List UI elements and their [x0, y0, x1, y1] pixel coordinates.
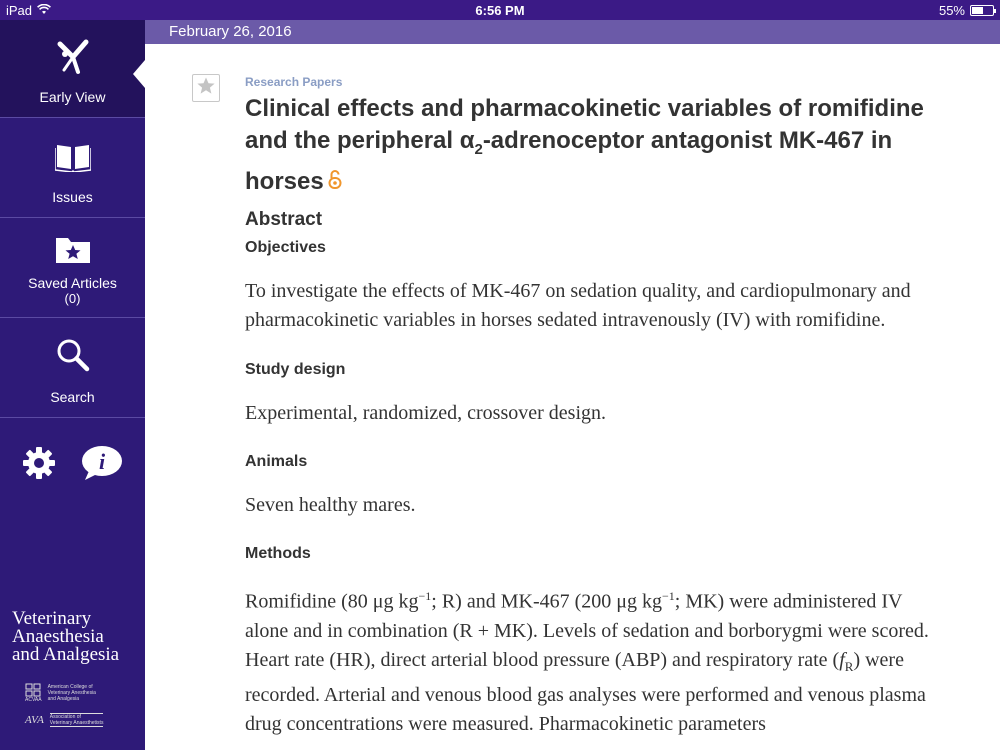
methods-text-part: Romifidine (80 μg kg [245, 591, 419, 614]
saved-count: (0) [64, 291, 81, 306]
ava-text-line: Association of [49, 714, 81, 720]
search-icon [56, 338, 90, 377]
gear-icon[interactable] [22, 446, 56, 485]
acvaa-text-line: and Analgesia [47, 696, 80, 702]
battery-percent: 55% [938, 3, 965, 18]
sidebar-item-early-view[interactable] [0, 20, 145, 118]
journal-title-line: Anaesthesia [12, 626, 104, 647]
methods-superscript: −1 [661, 589, 675, 604]
star-folder-icon [55, 234, 91, 269]
status-time: 6:56 PM [475, 3, 525, 18]
ava-abbr: AVA [25, 714, 44, 726]
methods-heading: Methods [245, 545, 311, 563]
study-design-heading: Study design [245, 361, 346, 379]
book-icon [55, 142, 91, 177]
study-design-text: Experimental, randomized, crossover design. [245, 402, 606, 425]
methods-italic: f [839, 649, 845, 672]
animals-heading: Animals [245, 453, 308, 471]
ava-text-line: Veterinary Anaesthetists [49, 720, 104, 726]
title-subscript: 2 [474, 140, 483, 158]
methods-text [245, 582, 945, 739]
abstract-heading: Abstract [245, 209, 323, 231]
star-icon [196, 76, 216, 101]
acvaa-text-line: Veterinary Anesthesia [47, 690, 96, 696]
favorite-button[interactable] [192, 74, 220, 102]
animals-text: Seven healthy mares. [245, 494, 416, 517]
article-category[interactable]: Research Papers [245, 75, 343, 89]
methods-superscript: −1 [418, 589, 432, 604]
methods-text-part: ) were recorded. Arterial and venous blood gas analyses were performed and venous plasma drug concentrations were measured. Pharmacokinetic parameters [245, 649, 926, 736]
article-title [245, 93, 945, 198]
journal-title [12, 610, 137, 664]
methods-subscript: R [844, 659, 854, 675]
active-pointer [133, 60, 145, 88]
title-text: -adrenoceptor antagonist MK-467 in horses [245, 127, 893, 195]
methods-text-part: ; R) and MK-467 (200 μg kg [431, 591, 662, 614]
acvaa-abbr: ACVAA [25, 697, 42, 703]
methods-text-part: ; MK) were administered IV alone and in combination (R + MK). Levels of sedation and borborygmi were scored. Heart rate (HR), direct arterial blood pressure (ABP) and respiratory rate ( [245, 591, 929, 672]
early-view-icon [54, 38, 92, 81]
society-logos [25, 683, 135, 737]
sidebar-item-label: Early View [39, 89, 106, 105]
svg-text:i: i [98, 449, 105, 474]
sidebar-item-label: Issues [52, 189, 93, 205]
acvaa-text-line: American College of [47, 684, 93, 690]
journal-title-line: and Analgesia [12, 644, 120, 665]
journal-title-line: Veterinary [12, 608, 92, 629]
objectives-heading: Objectives [245, 239, 326, 257]
acvaa-emblem-icon [25, 683, 41, 697]
device-label: iPad [6, 3, 33, 18]
ava-logo [25, 713, 135, 727]
battery-icon [970, 5, 994, 16]
article-content [245, 75, 945, 739]
title-text: Clinical effects and pharmacokinetic variables of romifidine and the peripheral α [245, 95, 924, 154]
article-date-bar: February 26, 2016 [145, 20, 1000, 44]
sidebar-item-saved-articles[interactable] [0, 218, 145, 318]
open-access-lock-icon [328, 166, 342, 198]
sidebar [0, 20, 145, 750]
sidebar-item-issues[interactable] [0, 118, 145, 218]
acvaa-logo [25, 683, 135, 703]
sidebar-item-label: Saved Articles [28, 275, 117, 291]
status-bar [0, 0, 1000, 20]
sidebar-item-label: Search [50, 389, 95, 405]
info-icon[interactable] [81, 445, 123, 486]
sidebar-item-search[interactable] [0, 318, 145, 418]
objectives-text: To investigate the effects of MK-467 on sedation quality, and cardiopulmonary and pharmacokinetic variables in horses sedated intravenously (IV) with romifidine. [245, 280, 911, 332]
settings-info-row [0, 445, 145, 486]
